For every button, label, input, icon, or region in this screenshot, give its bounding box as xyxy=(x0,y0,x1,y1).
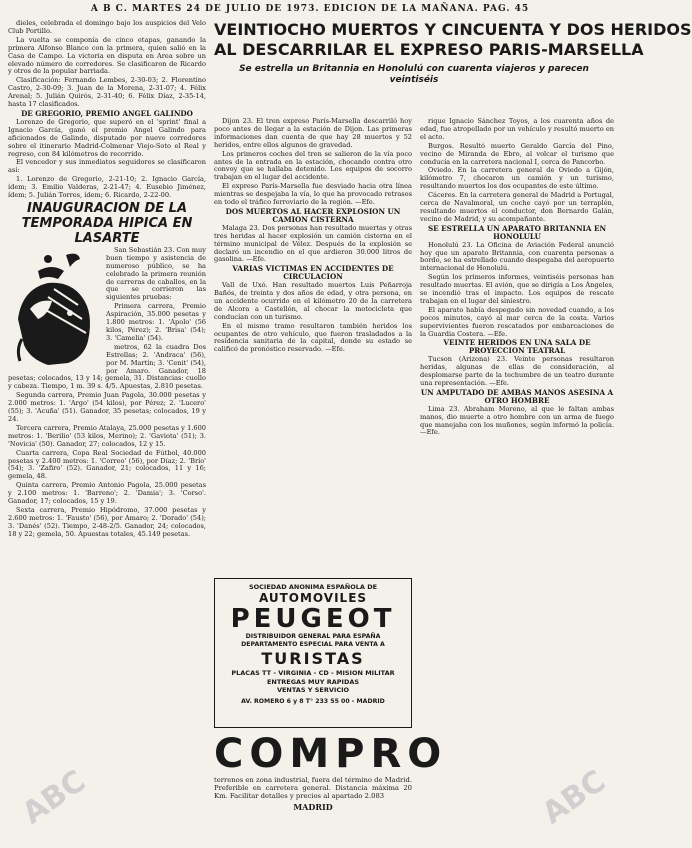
page-header: A B C. MARTES 24 DE JULIO DE 1973. EDICION DE LA MAÑANA. PAG. 45 xyxy=(90,4,530,14)
subheading: VEINTE HERIDOS EN UNA SALA DE PROYECCION TEATRAL xyxy=(443,338,591,356)
paragraph: Lorenzo de Gregorio, que superó en el 'sprint' final a Ignacio García, ganó el premio Angel Galindo para aficionados de Galindo, disputado por nueve corredores sobre el itinerario Madrid-Colmenar Viejo-Soto el Real y regreso, con 84 kilómetros de recorrido. xyxy=(8,117,206,158)
ad-city: MADRID xyxy=(293,801,333,812)
paragraph: 1. Lorenzo de Gregorio, 2-21-10; 2. Ignacio García, ídem; 3. Emilio Valderas, 2-21-47; 4. Eusebio Jiménez, ídem; 5. Julián Torres, ídem; 6. Ricardo, 2-22-00. xyxy=(8,175,206,200)
paragraph: Quinta carrera, Premio Antonio Pagola, 25.000 pesetas y 2.100 metros: 1. 'Barreno'; 2. 'Damia'; 3. 'Corso'. Ganador, 17; colocados, 15 y 19. xyxy=(8,481,206,506)
ad-line: VENTAS Y SERVICIO xyxy=(276,686,350,694)
paragraph: Vall de Uxó. Han resultado muertos Luis Peñarroja Bañós, de treinta y dos años de edad, y otra persona, en un accidente ocurrido en el kilómetro 20 de la carretera de Alcora a Castellón, al chocar la motocicleta que conducían con un turismo. xyxy=(214,281,412,321)
headline-line1: VEINTIOCHO MUERTOS Y CINCUENTA Y DOS HERIDOS xyxy=(214,20,692,39)
ad-line: AUTOMOVILES xyxy=(258,591,368,605)
subheading: SE ESTRELLA UN APARATO BRITANNIA EN HONOLULU xyxy=(427,223,607,241)
paragraph: Cuarta carrera, Copa Real Sociedad de Fútbol, 40.000 pesetas y 2.400 metros: 1. 'Correo' (56), por Díaz; 2. 'Brío' (54); 3. 'Zafiro' (52). Ganador, 21; colocados, 11 y 16; gemela, 48. xyxy=(8,448,206,481)
ad-line: DEPARTAMENTO ESPECIAL PARA VENTA A xyxy=(241,641,385,648)
paragraph: El vencedor y sus inmediatos seguidores se clasificaron así: xyxy=(8,158,206,175)
paragraph: El expreso París-Marsella fue desviado hacia otra línea mientras se despejaba la vía, lo que ha provocado retrasos en todo el tráfico ferroviario de la región. —Efe. xyxy=(214,182,412,207)
headline-line2: AL DESCARRILAR EL EXPRESO PARIS-MARSELLA xyxy=(214,40,644,59)
watermark: ABC xyxy=(16,763,92,832)
paragraph: metros, 62 la cuadra Dos Estrellas; 2. 'Andraca' (56), por M. Martín; 3. 'Cenit' (54), por Amaro. Ganador, 18 pesetas; colocados, 13 y 14; gemela, 31. Distancias: cuello y cabeza. Tiempo, 1 m. 39 s. 4/5. Apuestas, 2.810 pesetas. xyxy=(8,342,206,391)
paragraph: dieles, celebrada el domingo bajo los auspicios del Velo Club Portillo. xyxy=(8,19,206,35)
paragraph: Primera carrera, Premio Aspiración, 35.000 pesetas y 1.800 metros: 1. 'Apolo' (56 kilos, Pérez); 2. 'Brisa' (54); 3. 'Camelia' (54). xyxy=(106,302,206,342)
ad-text: terrenos en zona industrial, fuera del término de Madrid. Preferible en carretera general. Distancia máxima 20 Km. Facilitar detalles y precios al apartado 2.083 xyxy=(214,776,412,801)
paragraph: rique Ignacio Sánchez Toyos, a los cuarenta años de edad, fue atropellado por un vehículo y resultó muerto en el acto. xyxy=(420,117,614,141)
main-headline xyxy=(214,20,692,116)
column-left xyxy=(8,20,206,842)
column-middle xyxy=(214,118,412,574)
subheading: UN AMPUTADO DE AMBAS MANOS ASESINA A OTRO HOMBRE xyxy=(420,387,614,405)
paragraph: La vuelta se componía de cinco etapas, ganando la primera Alfonso Blanco con la primera, quien salió en la Casa de Campo. La victoria en disputa en Area sobre un elevado número de corredores. Se clasificaron de Ricardo y otros de la popular barriada. xyxy=(8,35,206,76)
subheading: DE GREGORIO, PREMIO ANGEL GALINDO xyxy=(21,108,193,118)
paragraph: En el mismo tramo resultaron también heridos los ocupantes de otro vehículo, que fueron trasladados a la residencia sanitaria de la capital, donde su estado se calificó de pronóstico reservado. —Efe. xyxy=(214,321,412,354)
ad-line: DISTRIBUIDOR GENERAL PARA ESPAÑA xyxy=(245,633,381,640)
horse-illustration xyxy=(8,249,100,367)
column-right xyxy=(420,118,614,830)
ad-title: COMPRO xyxy=(214,731,448,777)
paragraph: Oviedo. En la carretera general de Oviedo a Gijón, kilómetro 7, chocaron un camión y un turismo, resultando muertos los dos ocupantes de este último. xyxy=(420,166,614,191)
headline-subtitle: Se estrella un Britannia en Honolulú con cuarenta viajeros y parecen veintiséis xyxy=(239,64,589,85)
compro-advertisement xyxy=(214,731,448,842)
ad-line: SOCIEDAD ANONIMA ESPAÑOLA DE xyxy=(248,583,378,591)
subheading: VARIAS VICTIMAS EN ACCIDENTES DE CIRCULACION xyxy=(232,264,394,282)
paragraph: Lima 23. Abraham Moreno, al que le faltan ambas manos, dio muerte a otro hombre con un arma de fuego que manejaba con los muñones, según informó la policía. —Efe. xyxy=(420,404,614,437)
paragraph: Clasificación: Fernando Lembes, 2-30-03; 2. Florentino Castro, 2-30-09; 3. Juan de la Morena, 2-31-07; 4. Félix Arenal; 5. Julián Quirós, 2-31-40; 6. Félix Díaz, 2-35-14, hasta 17 clasificados. xyxy=(8,76,206,109)
paragraph: Según los primeros informes, veintiséis personas han resultado muertas. El avión, que se dirigía a Los Ángeles, se incendió tras el impacto. Los equipos de rescate trabajan en el lugar del siniestro. xyxy=(420,273,614,305)
paragraph: Tercera carrera, Premio Atalaya, 25.000 pesetas y 1.600 metros: 1. 'Berilio' (53 kilos, Merino); 2. 'Gaviota' (51); 3. 'Novicia' (50). Ganador, 27; colocados, 12 y 15. xyxy=(8,423,206,448)
ad-brand: PEUGEOT xyxy=(230,604,396,634)
paragraph: Segunda carrera, Premio Juan Pagola, 30.000 pesetas y 2.000 metros: 1. 'Argo' (54 kilos), por Pérez; 2. 'Lucero' (55); 3. 'Acuña' (51). Ganador, 35 pesetas; colocados, 19 y 24. xyxy=(8,391,206,423)
ad-line: ENTREGAS MUY RAPIDAS xyxy=(266,677,360,686)
peugeot-advertisement xyxy=(214,578,412,728)
ad-address: AV. ROMERO 6 y 8 T° 233 55 00 - MADRID xyxy=(241,697,385,705)
paragraph: Los primeros coches del tren se salieron de la vía poco antes de la entrada en la estación, chocando contra otro convoy que se hallaba detenido. Los equipos de socorro trabajan en el lugar del accidente. xyxy=(214,149,412,182)
paragraph: Cáceres. En la carretera general de Madrid a Portugal, cerca de Navalmoral, un coche cayó por un terraplén, resultando muertos el conductor, don Bernardo Galán, vecino de Madrid, y su acompañante. xyxy=(420,191,614,223)
paragraph: Honolulú 23. La Oficina de Aviación Federal anunció hoy que un aparato Britannia, con cuarenta personas a bordo, se ha estrellado cuando despegaba del aeropuerto internacional de Honolulú. xyxy=(420,240,614,273)
paragraph: El aparato había despegado sin novedad cuando, a los pocos minutos, cayó al mar cerca de la costa. Varios supervivientes fueron rescatados por embarcaciones de la Guardia Costera. —Efe. xyxy=(420,305,614,338)
paragraph: Burgos. Resultó muerto Geraldo García del Pino, vecino de Miranda de Ebro, al volcar el turismo que conducía en la carretera nacional I, cerca de Pancorbo. xyxy=(420,141,614,166)
paragraph: Sexta carrera, Premio Hipódromo, 37.000 pesetas y 2.600 metros: 1. 'Fausto' (56), por Amaro; 2. 'Dorado' (54); 3. 'Danés' (52). Tiempo, 2-48-2/5. Ganador, 24; colocados, 18 y 22; gemela, 50. Apuestas totales, 45.149 pesetas. xyxy=(8,505,206,538)
subheading: DOS MUERTOS AL HACER EXPLOSION UN CAMION CISTERNA xyxy=(225,206,401,224)
ad-title: TURISTAS xyxy=(261,649,365,668)
paragraph: Malaga 23. Dos personas han resultado muertas y otras tres heridas al hacer explosión un camión cisterna en el término municipal de Vélez. Después de la explosión se declaró un incendio en el que ardieron 30.000 litros de gasolina. —Efe. xyxy=(214,223,412,264)
ad-line: PLACAS TT - VIRGINIA - CD - MISION MILITAR xyxy=(231,669,395,677)
paragraph: Dijon 23. El tren expreso París-Marsella descarriló hoy poco antes de llegar a la estación de Dijon. Las primeras informaciones dan cuenta de que hay 28 muertos y 52 heridos, entre ellos algunos de gravedad. xyxy=(214,117,412,149)
paragraph: Tucson (Arizona) 23. Veinte personas resultaron heridas, algunas de ellas de consideración, al desplomarse parte de la techumbre de un teatro durante una representación. —Efe. xyxy=(420,355,614,387)
paragraph: San Sebastián 23. Con muy buen tiempo y asistencia de numeroso público, se ha celebrado la primera reunión de carreras de caballos, en la que se corrieron las siguientes pruebas: xyxy=(106,245,206,302)
headline-hipica: INAUGURACION DE LA TEMPORADA HIPICA EN LASARTE xyxy=(21,200,193,246)
watermark: ABC xyxy=(536,763,612,832)
